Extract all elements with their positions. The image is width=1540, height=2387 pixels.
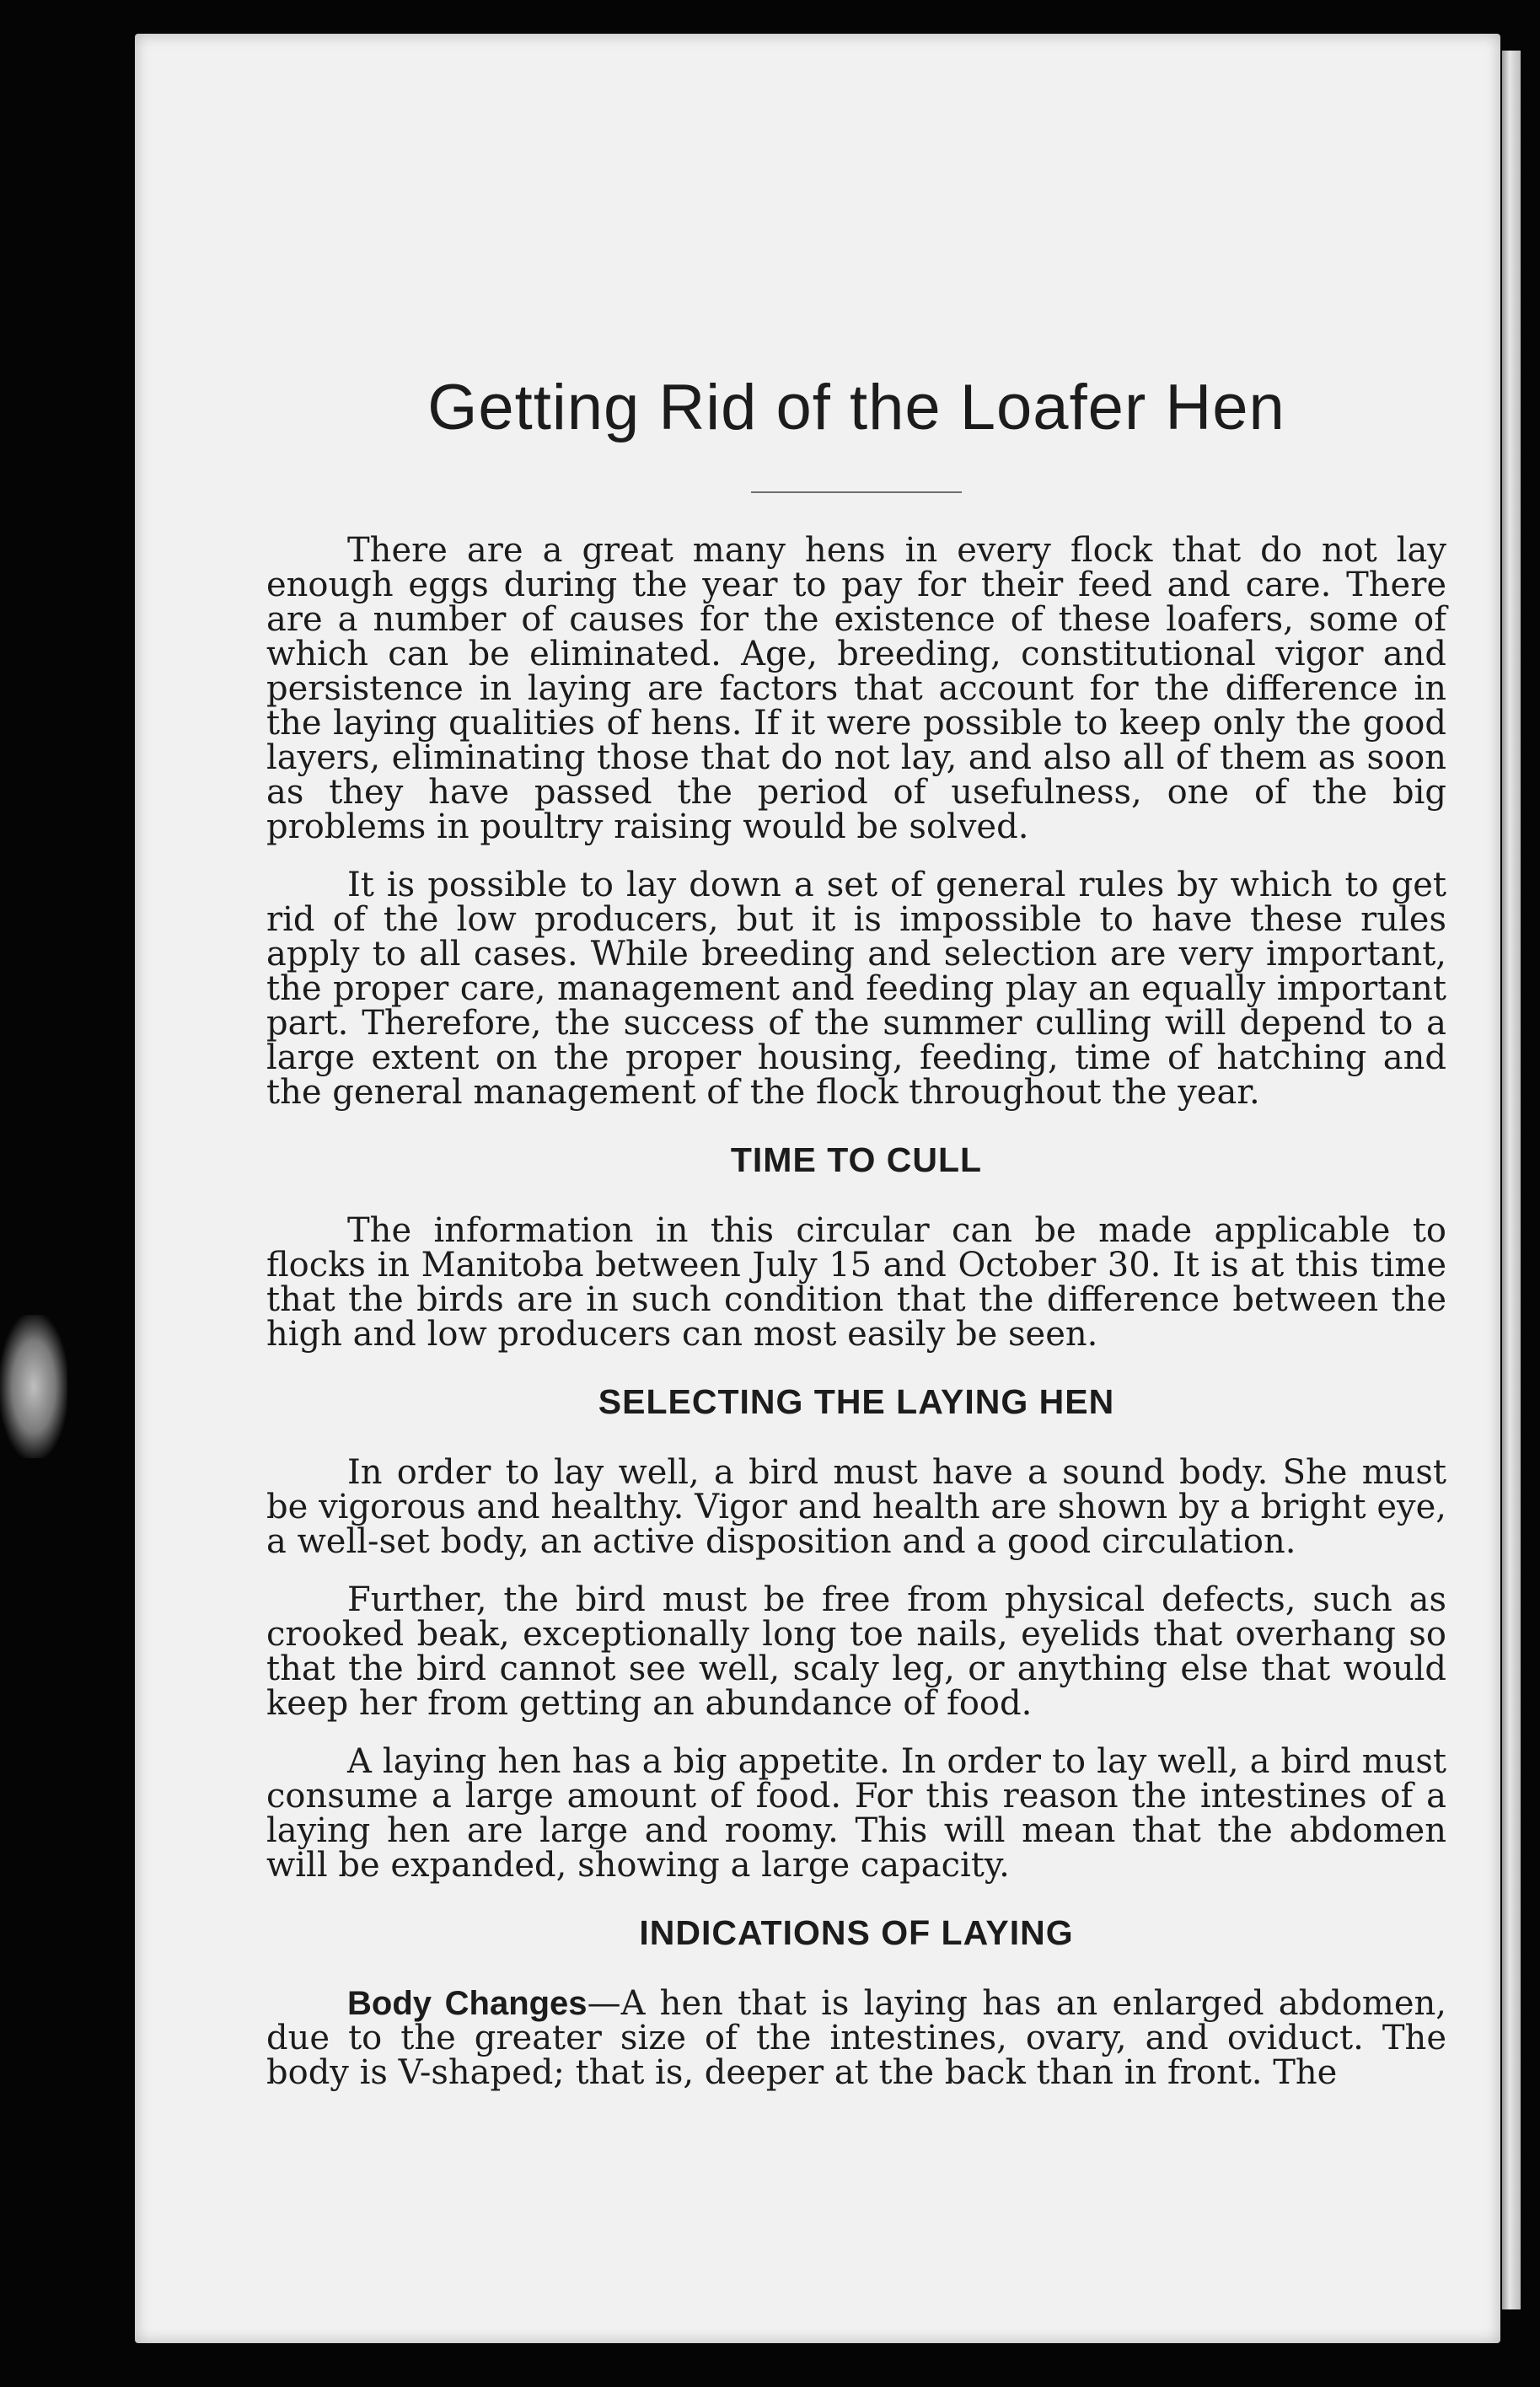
title-divider (751, 491, 962, 493)
intro-paragraph-2: It is possible to lay down a set of general rules by which to get rid of the low producers, but it is impossible to have these rules apply to all cases. While breeding and selection are very important, the proper care, management and feeding play an equally important part. Therefore, the success of the summer culling will depend to a large extent on the proper housing, feeding, time of hatching and the general management of the flock throughout the year. (266, 866, 1446, 1112)
page-content (266, 371, 1446, 2114)
selecting-paragraph-1: In order to lay well, a bird must have a sound body. She must be vigorous and healthy. Vigor and health are shown by a bright eye, a well-set body, an active disposition and a good circulation. (266, 1453, 1446, 1561)
selecting-paragraph-3: A laying hen has a big appetite. In order to lay well, a bird must consume a large amount of food. For this reason the intestines of a laying hen are large and roomy. This will mean that the abdomen will be expanded, showing a large capacity. (266, 1742, 1446, 1885)
body-changes-paragraph (266, 1984, 1446, 2092)
heading-time-to-cull: TIME TO CULL (730, 1140, 983, 1179)
heading-selecting-laying-hen: SELECTING THE LAYING HEN (598, 1382, 1115, 1421)
intro-paragraph-1: There are a great many hens in every flock that do not lay enough eggs during the year to pay for their feed and care. There are a number of causes for the existence of these loafers, some of which can be eliminated. Age, breeding, constitutional vigor and persistence in laying are factors that account for the difference in the laying qualities of hens. If it were possible to keep only the good layers, eliminating those that do not lay, and also all of them as soon as they have passed the period of usefulness, one of the big problems in poultry raising would be solved. (266, 531, 1446, 846)
adjacent-page-edge (1502, 51, 1521, 2309)
scan-stain (0, 1315, 67, 1458)
body-changes-text: —A hen that is laying has an enlarged abdomen, due to the greater size of the intestines, ovary, and oviduct. The body is V-shaped; that is, deeper at the back than in front. The (266, 1984, 1446, 2092)
selecting-paragraph-2: Further, the bird must be free from physical defects, such as crooked beak, exceptionally long toe nails, eyelids that overhang so that the bird cannot see well, scaly leg, or anything else that would keep her from getting an abundance of food. (266, 1580, 1446, 1723)
page-title: Getting Rid of the Loafer Hen (427, 372, 1285, 443)
heading-indications-of-laying: INDICATIONS OF LAYING (639, 1913, 1074, 1952)
time-to-cull-paragraph: The information in this circular can be made applicable to flocks in Manitoba between July 15 and October 30. It is at this time that the birds are in such condition that the difference between the high and low producers can most easily be seen. (266, 1211, 1446, 1354)
body-changes-lead: Body Changes (347, 1985, 588, 2022)
